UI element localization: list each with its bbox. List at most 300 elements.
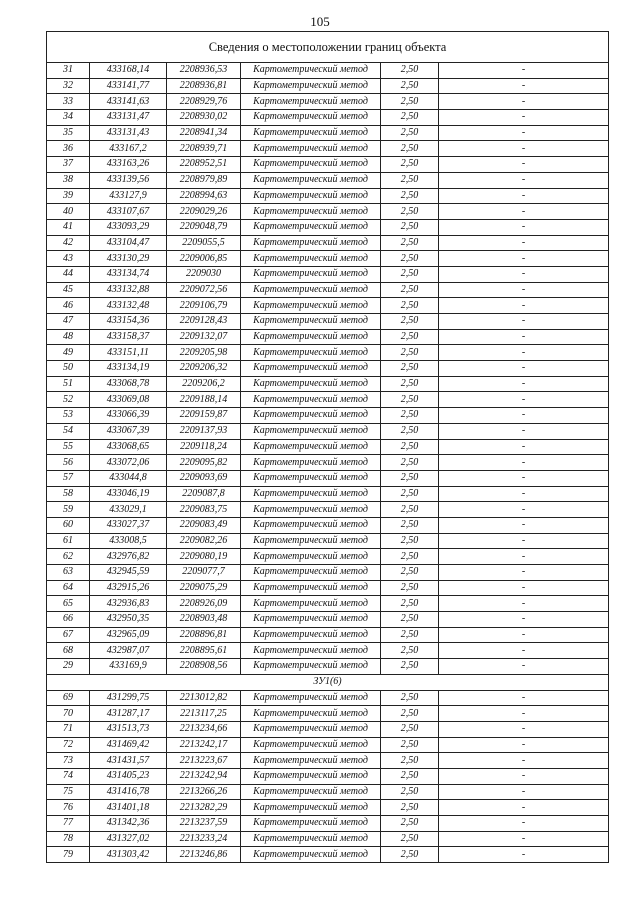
table-row (47, 517, 609, 533)
x-coordinate-cell: 433132,48 (90, 298, 167, 314)
point-number-cell: 55 (47, 439, 90, 455)
accuracy-cell: 2,50 (381, 141, 439, 157)
description-cell: - (439, 408, 609, 424)
table-row (47, 329, 609, 345)
accuracy-cell: 2,50 (381, 549, 439, 565)
x-coordinate-cell: 433044,8 (90, 470, 167, 486)
y-coordinate-cell: 2208929,76 (167, 94, 241, 110)
x-coordinate-cell: 433168,14 (90, 63, 167, 79)
description-cell: - (439, 784, 609, 800)
accuracy-cell: 2,50 (381, 470, 439, 486)
boundary-coordinates-table (46, 31, 609, 863)
point-number-cell: 70 (47, 706, 90, 722)
method-cell: Картометрический метод (241, 549, 381, 565)
accuracy-cell: 2,50 (381, 282, 439, 298)
table-row (47, 768, 609, 784)
description-cell: - (439, 110, 609, 126)
y-coordinate-cell: 2208896,81 (167, 627, 241, 643)
method-cell: Картометрический метод (241, 63, 381, 79)
accuracy-cell: 2,50 (381, 816, 439, 832)
accuracy-cell: 2,50 (381, 125, 439, 141)
x-coordinate-cell: 432987,07 (90, 643, 167, 659)
accuracy-cell: 2,50 (381, 251, 439, 267)
method-cell: Картометрический метод (241, 800, 381, 816)
method-cell: Картометрический метод (241, 643, 381, 659)
x-coordinate-cell: 433139,56 (90, 172, 167, 188)
x-coordinate-cell: 431303,42 (90, 847, 167, 863)
table-row (47, 361, 609, 377)
point-number-cell: 35 (47, 125, 90, 141)
y-coordinate-cell: 2208936,81 (167, 78, 241, 94)
point-number-cell: 71 (47, 721, 90, 737)
method-cell: Картометрический метод (241, 816, 381, 832)
description-cell: - (439, 188, 609, 204)
method-cell: Картометрический метод (241, 94, 381, 110)
table-row (47, 235, 609, 251)
y-coordinate-cell: 2209095,82 (167, 455, 241, 471)
description-cell: - (439, 251, 609, 267)
table-row (47, 721, 609, 737)
table-row (47, 831, 609, 847)
y-coordinate-cell: 2208936,53 (167, 63, 241, 79)
y-coordinate-cell: 2209006,85 (167, 251, 241, 267)
method-cell: Картометрический метод (241, 486, 381, 502)
y-coordinate-cell: 2208926,09 (167, 596, 241, 612)
y-coordinate-cell: 2209077,7 (167, 565, 241, 581)
method-cell: Картометрический метод (241, 141, 381, 157)
description-cell: - (439, 768, 609, 784)
y-coordinate-cell: 2213234,66 (167, 721, 241, 737)
method-cell: Картометрический метод (241, 172, 381, 188)
x-coordinate-cell: 433127,9 (90, 188, 167, 204)
y-coordinate-cell: 2209093,69 (167, 470, 241, 486)
accuracy-cell: 2,50 (381, 78, 439, 94)
point-number-cell: 46 (47, 298, 90, 314)
x-coordinate-cell: 431327,02 (90, 831, 167, 847)
point-number-cell: 43 (47, 251, 90, 267)
point-number-cell: 66 (47, 612, 90, 628)
point-number-cell: 36 (47, 141, 90, 157)
y-coordinate-cell: 2208952,51 (167, 157, 241, 173)
point-number-cell: 77 (47, 816, 90, 832)
description-cell: - (439, 298, 609, 314)
table-row (47, 439, 609, 455)
accuracy-cell: 2,50 (381, 502, 439, 518)
x-coordinate-cell: 433104,47 (90, 235, 167, 251)
description-cell: - (439, 141, 609, 157)
y-coordinate-cell: 2209206,32 (167, 361, 241, 377)
point-number-cell: 73 (47, 753, 90, 769)
point-number-cell: 58 (47, 486, 90, 502)
description-cell: - (439, 470, 609, 486)
table-row (47, 423, 609, 439)
y-coordinate-cell: 2208979,89 (167, 172, 241, 188)
point-number-cell: 67 (47, 627, 90, 643)
accuracy-cell: 2,50 (381, 392, 439, 408)
table-row (47, 392, 609, 408)
y-coordinate-cell: 2209137,93 (167, 423, 241, 439)
table-header: Сведения о местоположении границ объекта (47, 32, 609, 63)
accuracy-cell: 2,50 (381, 643, 439, 659)
accuracy-cell: 2,50 (381, 455, 439, 471)
description-cell: - (439, 831, 609, 847)
method-cell: Картометрический метод (241, 235, 381, 251)
x-coordinate-cell: 433072,06 (90, 455, 167, 471)
description-cell: - (439, 800, 609, 816)
y-coordinate-cell: 2213117,25 (167, 706, 241, 722)
x-coordinate-cell: 431513,73 (90, 721, 167, 737)
section-label: ЗУ1(6) (47, 674, 609, 690)
accuracy-cell: 2,50 (381, 235, 439, 251)
y-coordinate-cell: 2209055,5 (167, 235, 241, 251)
y-coordinate-cell: 2208941,34 (167, 125, 241, 141)
table-row (47, 141, 609, 157)
description-cell: - (439, 721, 609, 737)
x-coordinate-cell: 433134,19 (90, 361, 167, 377)
accuracy-cell: 2,50 (381, 314, 439, 330)
x-coordinate-cell: 433107,67 (90, 204, 167, 220)
method-cell: Картометрический метод (241, 517, 381, 533)
x-coordinate-cell: 433130,29 (90, 251, 167, 267)
x-coordinate-cell: 433029,1 (90, 502, 167, 518)
y-coordinate-cell: 2209083,75 (167, 502, 241, 518)
point-number-cell: 47 (47, 314, 90, 330)
description-cell: - (439, 282, 609, 298)
method-cell: Картометрический метод (241, 533, 381, 549)
accuracy-cell: 2,50 (381, 847, 439, 863)
section-row (47, 674, 609, 690)
table-row (47, 110, 609, 126)
description-cell: - (439, 706, 609, 722)
y-coordinate-cell: 2213242,17 (167, 737, 241, 753)
x-coordinate-cell: 433132,88 (90, 282, 167, 298)
x-coordinate-cell: 433069,08 (90, 392, 167, 408)
table-row (47, 502, 609, 518)
point-number-cell: 38 (47, 172, 90, 188)
x-coordinate-cell: 433131,47 (90, 110, 167, 126)
method-cell: Картометрический метод (241, 627, 381, 643)
description-cell: - (439, 455, 609, 471)
table-row (47, 643, 609, 659)
point-number-cell: 50 (47, 361, 90, 377)
table-row (47, 565, 609, 581)
table-row (47, 753, 609, 769)
table-row (47, 737, 609, 753)
table-row (47, 63, 609, 79)
accuracy-cell: 2,50 (381, 423, 439, 439)
method-cell: Картометрический метод (241, 690, 381, 706)
accuracy-cell: 2,50 (381, 172, 439, 188)
accuracy-cell: 2,50 (381, 753, 439, 769)
method-cell: Картометрический метод (241, 392, 381, 408)
method-cell: Картометрический метод (241, 831, 381, 847)
description-cell: - (439, 235, 609, 251)
accuracy-cell: 2,50 (381, 659, 439, 675)
method-cell: Картометрический метод (241, 470, 381, 486)
point-number-cell: 41 (47, 219, 90, 235)
description-cell: - (439, 659, 609, 675)
x-coordinate-cell: 433158,37 (90, 329, 167, 345)
method-cell: Картометрический метод (241, 753, 381, 769)
y-coordinate-cell: 2209159,87 (167, 408, 241, 424)
method-cell: Картометрический метод (241, 219, 381, 235)
x-coordinate-cell: 432936,83 (90, 596, 167, 612)
table-row (47, 125, 609, 141)
x-coordinate-cell: 432945,59 (90, 565, 167, 581)
y-coordinate-cell: 2209075,29 (167, 580, 241, 596)
method-cell: Картометрический метод (241, 251, 381, 267)
description-cell: - (439, 204, 609, 220)
description-cell: - (439, 125, 609, 141)
description-cell: - (439, 172, 609, 188)
accuracy-cell: 2,50 (381, 768, 439, 784)
point-number-cell: 40 (47, 204, 90, 220)
point-number-cell: 79 (47, 847, 90, 863)
point-number-cell: 63 (47, 565, 90, 581)
method-cell: Картометрический метод (241, 768, 381, 784)
x-coordinate-cell: 433093,29 (90, 219, 167, 235)
method-cell: Картометрический метод (241, 282, 381, 298)
point-number-cell: 64 (47, 580, 90, 596)
accuracy-cell: 2,50 (381, 345, 439, 361)
description-cell: - (439, 392, 609, 408)
x-coordinate-cell: 431287,17 (90, 706, 167, 722)
y-coordinate-cell: 2209128,43 (167, 314, 241, 330)
method-cell: Картометрический метод (241, 361, 381, 377)
method-cell: Картометрический метод (241, 737, 381, 753)
point-number-cell: 60 (47, 517, 90, 533)
y-coordinate-cell: 2213237,59 (167, 816, 241, 832)
description-cell: - (439, 753, 609, 769)
y-coordinate-cell: 2209188,14 (167, 392, 241, 408)
point-number-cell: 42 (47, 235, 90, 251)
accuracy-cell: 2,50 (381, 408, 439, 424)
x-coordinate-cell: 431416,78 (90, 784, 167, 800)
method-cell: Картометрический метод (241, 329, 381, 345)
x-coordinate-cell: 433067,39 (90, 423, 167, 439)
accuracy-cell: 2,50 (381, 596, 439, 612)
table-row (47, 659, 609, 675)
x-coordinate-cell: 432965,09 (90, 627, 167, 643)
y-coordinate-cell: 2209030 (167, 266, 241, 282)
accuracy-cell: 2,50 (381, 800, 439, 816)
method-cell: Картометрический метод (241, 847, 381, 863)
description-cell: - (439, 423, 609, 439)
accuracy-cell: 2,50 (381, 298, 439, 314)
table-row (47, 157, 609, 173)
description-cell: - (439, 627, 609, 643)
accuracy-cell: 2,50 (381, 690, 439, 706)
accuracy-cell: 2,50 (381, 721, 439, 737)
method-cell: Картометрический метод (241, 298, 381, 314)
description-cell: - (439, 847, 609, 863)
accuracy-cell: 2,50 (381, 329, 439, 345)
description-cell: - (439, 376, 609, 392)
table-row (47, 533, 609, 549)
accuracy-cell: 2,50 (381, 376, 439, 392)
table-row (47, 549, 609, 565)
table-row (47, 219, 609, 235)
point-number-cell: 49 (47, 345, 90, 361)
x-coordinate-cell: 431431,57 (90, 753, 167, 769)
description-cell: - (439, 63, 609, 79)
accuracy-cell: 2,50 (381, 204, 439, 220)
description-cell: - (439, 94, 609, 110)
point-number-cell: 74 (47, 768, 90, 784)
x-coordinate-cell: 433066,39 (90, 408, 167, 424)
description-cell: - (439, 690, 609, 706)
table-row (47, 314, 609, 330)
accuracy-cell: 2,50 (381, 63, 439, 79)
y-coordinate-cell: 2208903,48 (167, 612, 241, 628)
x-coordinate-cell: 433134,74 (90, 266, 167, 282)
x-coordinate-cell: 432915,26 (90, 580, 167, 596)
point-number-cell: 76 (47, 800, 90, 816)
y-coordinate-cell: 2213266,26 (167, 784, 241, 800)
accuracy-cell: 2,50 (381, 627, 439, 643)
table-row (47, 470, 609, 486)
accuracy-cell: 2,50 (381, 784, 439, 800)
accuracy-cell: 2,50 (381, 361, 439, 377)
description-cell: - (439, 329, 609, 345)
accuracy-cell: 2,50 (381, 580, 439, 596)
method-cell: Картометрический метод (241, 110, 381, 126)
y-coordinate-cell: 2213012,82 (167, 690, 241, 706)
method-cell: Картометрический метод (241, 78, 381, 94)
accuracy-cell: 2,50 (381, 439, 439, 455)
method-cell: Картометрический метод (241, 659, 381, 675)
x-coordinate-cell: 433163,26 (90, 157, 167, 173)
method-cell: Картометрический метод (241, 706, 381, 722)
x-coordinate-cell: 432950,35 (90, 612, 167, 628)
description-cell: - (439, 533, 609, 549)
point-number-cell: 68 (47, 643, 90, 659)
y-coordinate-cell: 2213223,67 (167, 753, 241, 769)
table-row (47, 706, 609, 722)
point-number-cell: 32 (47, 78, 90, 94)
x-coordinate-cell: 431401,18 (90, 800, 167, 816)
point-number-cell: 75 (47, 784, 90, 800)
description-cell: - (439, 549, 609, 565)
method-cell: Картометрический метод (241, 565, 381, 581)
point-number-cell: 53 (47, 408, 90, 424)
y-coordinate-cell: 2209132,07 (167, 329, 241, 345)
table-row (47, 376, 609, 392)
description-cell: - (439, 580, 609, 596)
point-number-cell: 54 (47, 423, 90, 439)
table-row (47, 690, 609, 706)
description-cell: - (439, 157, 609, 173)
x-coordinate-cell: 433141,77 (90, 78, 167, 94)
point-number-cell: 29 (47, 659, 90, 675)
point-number-cell: 34 (47, 110, 90, 126)
y-coordinate-cell: 2213242,94 (167, 768, 241, 784)
method-cell: Картометрический метод (241, 345, 381, 361)
y-coordinate-cell: 2208939,71 (167, 141, 241, 157)
y-coordinate-cell: 2209206,2 (167, 376, 241, 392)
description-cell: - (439, 643, 609, 659)
point-number-cell: 57 (47, 470, 90, 486)
method-cell: Картометрический метод (241, 204, 381, 220)
accuracy-cell: 2,50 (381, 533, 439, 549)
accuracy-cell: 2,50 (381, 565, 439, 581)
x-coordinate-cell: 433068,65 (90, 439, 167, 455)
y-coordinate-cell: 2209082,26 (167, 533, 241, 549)
x-coordinate-cell: 433151,11 (90, 345, 167, 361)
x-coordinate-cell: 433046,19 (90, 486, 167, 502)
point-number-cell: 56 (47, 455, 90, 471)
description-cell: - (439, 345, 609, 361)
method-cell: Картометрический метод (241, 502, 381, 518)
method-cell: Картометрический метод (241, 188, 381, 204)
x-coordinate-cell: 432976,82 (90, 549, 167, 565)
x-coordinate-cell: 431469,42 (90, 737, 167, 753)
accuracy-cell: 2,50 (381, 188, 439, 204)
point-number-cell: 33 (47, 94, 90, 110)
method-cell: Картометрический метод (241, 376, 381, 392)
table-row (47, 596, 609, 612)
description-cell: - (439, 596, 609, 612)
description-cell: - (439, 816, 609, 832)
y-coordinate-cell: 2209083,49 (167, 517, 241, 533)
table-row (47, 800, 609, 816)
point-number-cell: 44 (47, 266, 90, 282)
point-number-cell: 45 (47, 282, 90, 298)
table-row (47, 345, 609, 361)
y-coordinate-cell: 2208930,02 (167, 110, 241, 126)
point-number-cell: 52 (47, 392, 90, 408)
x-coordinate-cell: 433141,63 (90, 94, 167, 110)
point-number-cell: 72 (47, 737, 90, 753)
y-coordinate-cell: 2209118,24 (167, 439, 241, 455)
table-row (47, 282, 609, 298)
description-cell: - (439, 517, 609, 533)
method-cell: Картометрический метод (241, 157, 381, 173)
point-number-cell: 39 (47, 188, 90, 204)
description-cell: - (439, 78, 609, 94)
y-coordinate-cell: 2209080,19 (167, 549, 241, 565)
description-cell: - (439, 486, 609, 502)
x-coordinate-cell: 433167,2 (90, 141, 167, 157)
description-cell: - (439, 361, 609, 377)
point-number-cell: 69 (47, 690, 90, 706)
table-row (47, 580, 609, 596)
y-coordinate-cell: 2209048,79 (167, 219, 241, 235)
description-cell: - (439, 502, 609, 518)
method-cell: Картометрический метод (241, 455, 381, 471)
method-cell: Картометрический метод (241, 266, 381, 282)
point-number-cell: 51 (47, 376, 90, 392)
point-number-cell: 78 (47, 831, 90, 847)
accuracy-cell: 2,50 (381, 110, 439, 126)
table-row (47, 486, 609, 502)
x-coordinate-cell: 433169,9 (90, 659, 167, 675)
table-row (47, 266, 609, 282)
y-coordinate-cell: 2213246,86 (167, 847, 241, 863)
accuracy-cell: 2,50 (381, 157, 439, 173)
table-row (47, 251, 609, 267)
x-coordinate-cell: 433008,5 (90, 533, 167, 549)
point-number-cell: 37 (47, 157, 90, 173)
accuracy-cell: 2,50 (381, 94, 439, 110)
page-number: 105 (310, 14, 330, 29)
table-row (47, 627, 609, 643)
x-coordinate-cell: 431405,23 (90, 768, 167, 784)
point-number-cell: 61 (47, 533, 90, 549)
accuracy-cell: 2,50 (381, 219, 439, 235)
accuracy-cell: 2,50 (381, 737, 439, 753)
table-row (47, 172, 609, 188)
